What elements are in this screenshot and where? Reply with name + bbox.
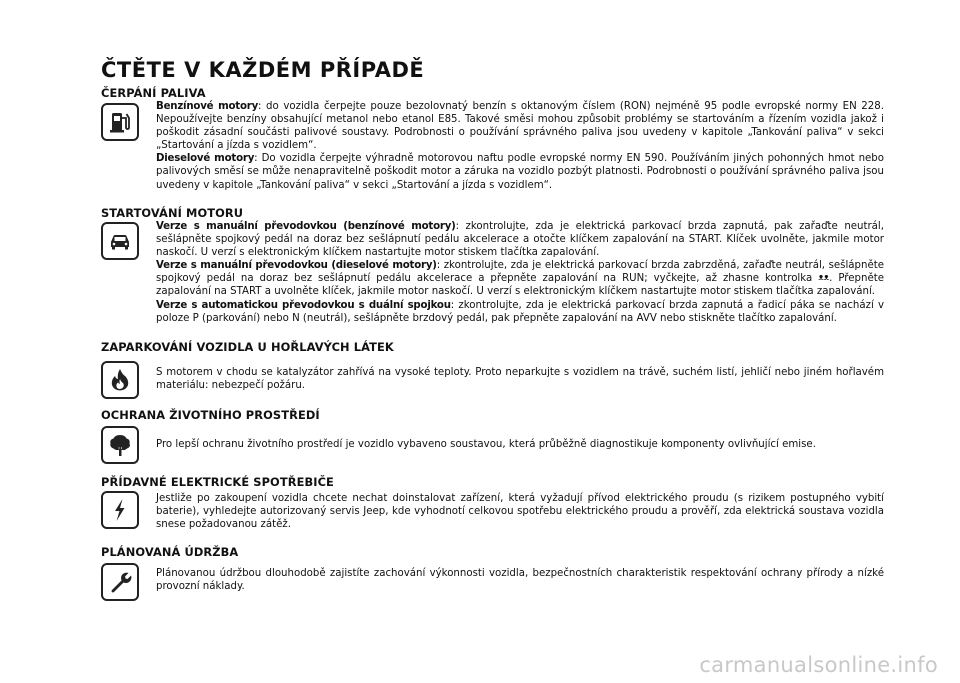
fire-icon: [101, 361, 139, 399]
section-body-maintenance: [156, 567, 884, 593]
section-body-electrical: [156, 492, 884, 531]
label-manual-petrol: Verze s manuální převodovkou (benzínové motory): [156, 221, 456, 232]
section-start: [101, 206, 885, 324]
text-manual-diesel-a: : zkontrolujte, zda je elektrická parkovací brzda zabrzděná, zařaďte neutrál, sešlápněte spojkový pedál na doraz bez sešlápnutí pedálu akcelerace a přepněte zapalování na RUN; vyčkejte, až zhasne kontrolka: [156, 260, 884, 285]
text-dual-clutch: : zkontrolujte, zda je elektrická parkovací brzda zapnutá a řadicí páka se nachází v poloze P (parkování) nebo N (neutrál), sešlápněte brzdový pedál, pak přepněte zapalování na AVV nebo stiskněte tlačítko zapalování.: [156, 299, 885, 324]
text-electrical: Jestliže po zakoupení vozidla chcete nechat doinstalovat zařízení, která vyžadují přívod elektrického proudu (s rizikem postupného vybití baterie), vyhledejte autorizovaný servis Jeep, kde vyhodnotí celkovou spotřebu elektrického proudu a prověří, zda elektrická soustava vozidla snese požadovanou zátěž.: [156, 493, 884, 531]
label-dual-clutch: Verze s automatickou převodovkou s duální spojkou: [156, 299, 451, 311]
section-body-environment: [156, 438, 884, 451]
section-parking: [101, 340, 884, 392]
car-icon: [101, 222, 139, 260]
label-manual-diesel: Verze s manuální převodovkou (dieselové motory): [156, 260, 437, 272]
section-title-maintenance: PLÁNOVANÁ ÚDRŽBA: [101, 545, 239, 559]
lightning-icon: [101, 491, 139, 529]
section-title-environment: OCHRANA ŽIVOTNÍHO PROSTŘEDÍ: [101, 408, 320, 422]
fuel-pump-icon: [101, 103, 139, 141]
text-manual-petrol: : zkontrolujte, zda je elektrická parkovací brzda zapnutá, pak zařaďte neutrál, sešlápněte spojkový pedál na doraz bez sešlápnutí pedálu akcelerace a otočte klíčkem zapalování na START. Klíček uvolněte, jakmile motor naskočí. U verzí s elektronickým klíčkem nastartujte motor stiskem tlačítka zapalování.: [156, 221, 884, 259]
glow-plug-warning-icon: ᴥᴥ: [818, 273, 830, 284]
section-environment: [101, 408, 881, 450]
section-electrical: [101, 475, 884, 531]
label-petrol-engines: Benzínové motory: [156, 101, 259, 112]
section-body-parking: [156, 366, 884, 392]
section-fuel: [101, 86, 884, 191]
section-title-electrical: PŘÍDAVNÉ ELEKTRICKÉ SPOTŘEBIČE: [101, 475, 334, 489]
text-manual-diesel-b: . Přepněte zapalování na START a uvolněte klíček, jakmile motor naskočí. U verzí s elektronickým klíčkem nastartujte motor stiskem tlačítka zapalování.: [156, 273, 884, 298]
section-title-parking: ZAPARKOVÁNÍ VOZIDLA U HOŘLAVÝCH LÁTEK: [101, 340, 394, 354]
page-title: ČTĚTE V KAŽDÉM PŘÍPADĚ: [101, 58, 425, 82]
wrench-icon: [101, 563, 139, 601]
section-title-start: STARTOVÁNÍ MOTORU: [101, 206, 244, 220]
text-parking: S motorem v chodu se katalyzátor zahřívá na vysoké teploty. Proto neparkujte s vozidlem na trávě, suchém listí, jehličí nebo jiném hořlavém materiálu: nebezpečí požáru.: [156, 367, 884, 392]
section-body-fuel: [156, 100, 884, 192]
label-diesel-engines: Dieselové motory: [156, 153, 255, 165]
section-body-start: [156, 220, 884, 325]
text-maintenance: Plánovanou údržbou dlouhodobě zajistíte zachování výkonnosti vozidla, bezpečnostních charakteristik respektování ochrany přírody a nízké provozní náklady.: [156, 568, 884, 593]
tree-icon: [101, 426, 139, 464]
text-diesel-engines: : Do vozidla čerpejte výhradně motorovou naftu podle evropské normy EN 590. Používáním jiných pohonných hmot nebo palivových směsí se může nenapravitelně poškodit motor a záruka na vozidlo pozbýt platnosti. Podrobnosti o používání správného paliva jsou uvedeny v kapitole „Tankování paliva“ v sekci „Startování a jízda s vozidlem“.: [156, 153, 884, 191]
text-environment: Pro lepší ochranu životního prostředí je vozidlo vybaveno soustavou, která průběžně diagnostikuje komponenty ovlivňující emise.: [156, 439, 816, 450]
section-maintenance: [101, 545, 884, 593]
watermark: carmanualsonline.info: [699, 653, 938, 677]
text-petrol-engines: : do vozidla čerpejte pouze bezolovnatý benzín s oktanovým číslem (RON) nejméně 95 podle evropské normy EN 228. Nepoužívejte benzíny obsahující metanol nebo etanol E85. Takové směsi mohou způsobit problémy se startováním a řízením vozidla jakož i poškodit zásadní součásti palivové soustavy. Podrobnosti o používání správného paliva jsou uvedeny v kapitole „Tankování paliva“ v sekci „Startování a jízda s vozidlem“.: [156, 101, 884, 152]
section-title-fuel: ČERPÁNÍ PALIVA: [101, 86, 206, 100]
